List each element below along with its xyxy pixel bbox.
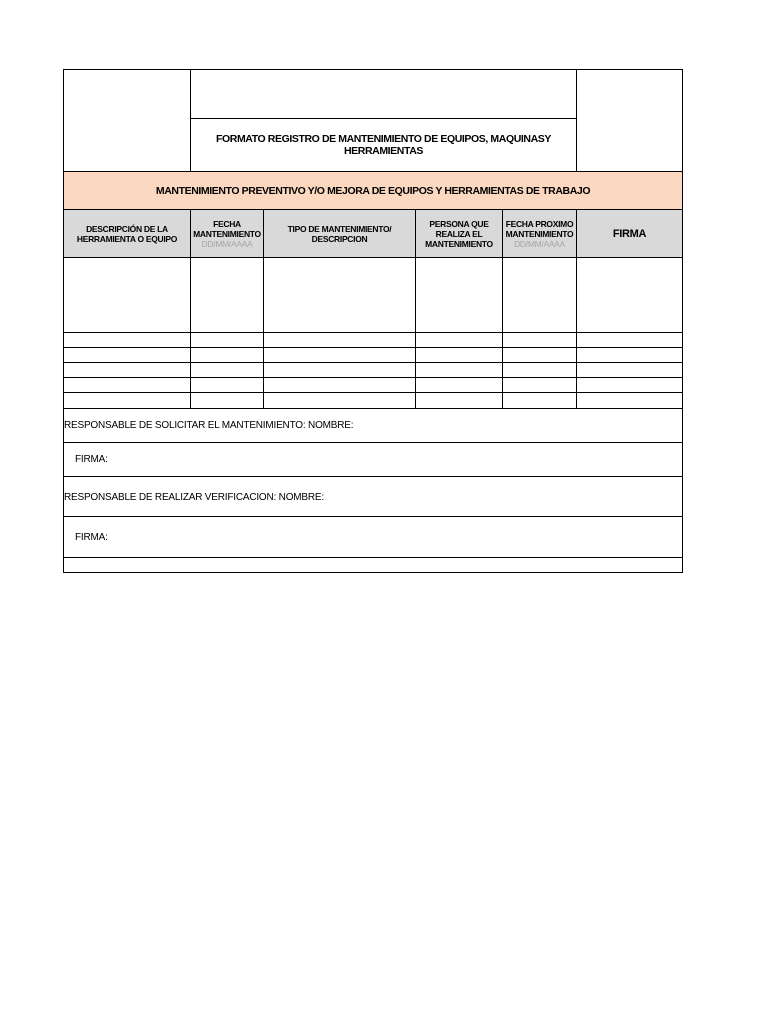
table-row[interactable] [64,258,682,332]
form-title-line2: HERRAMIENTAS [343,145,423,157]
table-row[interactable] [64,393,682,408]
column-header-firma: FIRMA [577,210,682,257]
column-header-descripcion: DESCRIPCIÓN DE LA HERRAMIENTA O EQUIPO [64,210,190,257]
table-row[interactable] [64,333,682,347]
date-format-hint: DD/MM/AAAA [201,238,253,249]
table-row[interactable] [64,363,682,377]
column-header-persona: PERSONA QUE REALIZA EL MANTENIMIENTO [416,210,502,257]
firma-label: FIRMA: [75,454,108,465]
form-title-line1: FORMATO REGISTRO DE MANTENIMIENTO DE EQUIPOS, MAQUINASY [215,133,552,145]
solicitar-label: RESPONSABLE DE SOLICITAR EL MANTENIMIENTO: NOMBRE: [64,420,354,431]
column-header-tipo: TIPO DE MANTENIMIENTO/ DESCRIPCION [264,210,415,257]
maintenance-form [63,69,683,573]
firma-label: FIRMA: [75,532,108,543]
column-header-proximo: FECHA PROXIMO MANTENIMIENTO DD/MM/AAAA [503,210,576,257]
table-row[interactable] [64,348,682,362]
date-format-hint: DD/MM/AAAA [514,238,565,249]
table-row[interactable] [64,378,682,392]
verificar-label: RESPONSABLE DE REALIZAR VERIFICACION: NOMBRE: [64,492,324,503]
logo-area [64,70,190,172]
column-header-fecha: FECHA MANTENIMIENTO DD/MM/AAAA [191,210,263,257]
form-title [191,119,576,171]
section-banner-text: MANTENIMIENTO PREVENTIVO Y/O MEJORA DE EQUIPOS Y HERRAMIENTAS DE TRABAJO [155,184,591,197]
section-banner [64,172,682,209]
